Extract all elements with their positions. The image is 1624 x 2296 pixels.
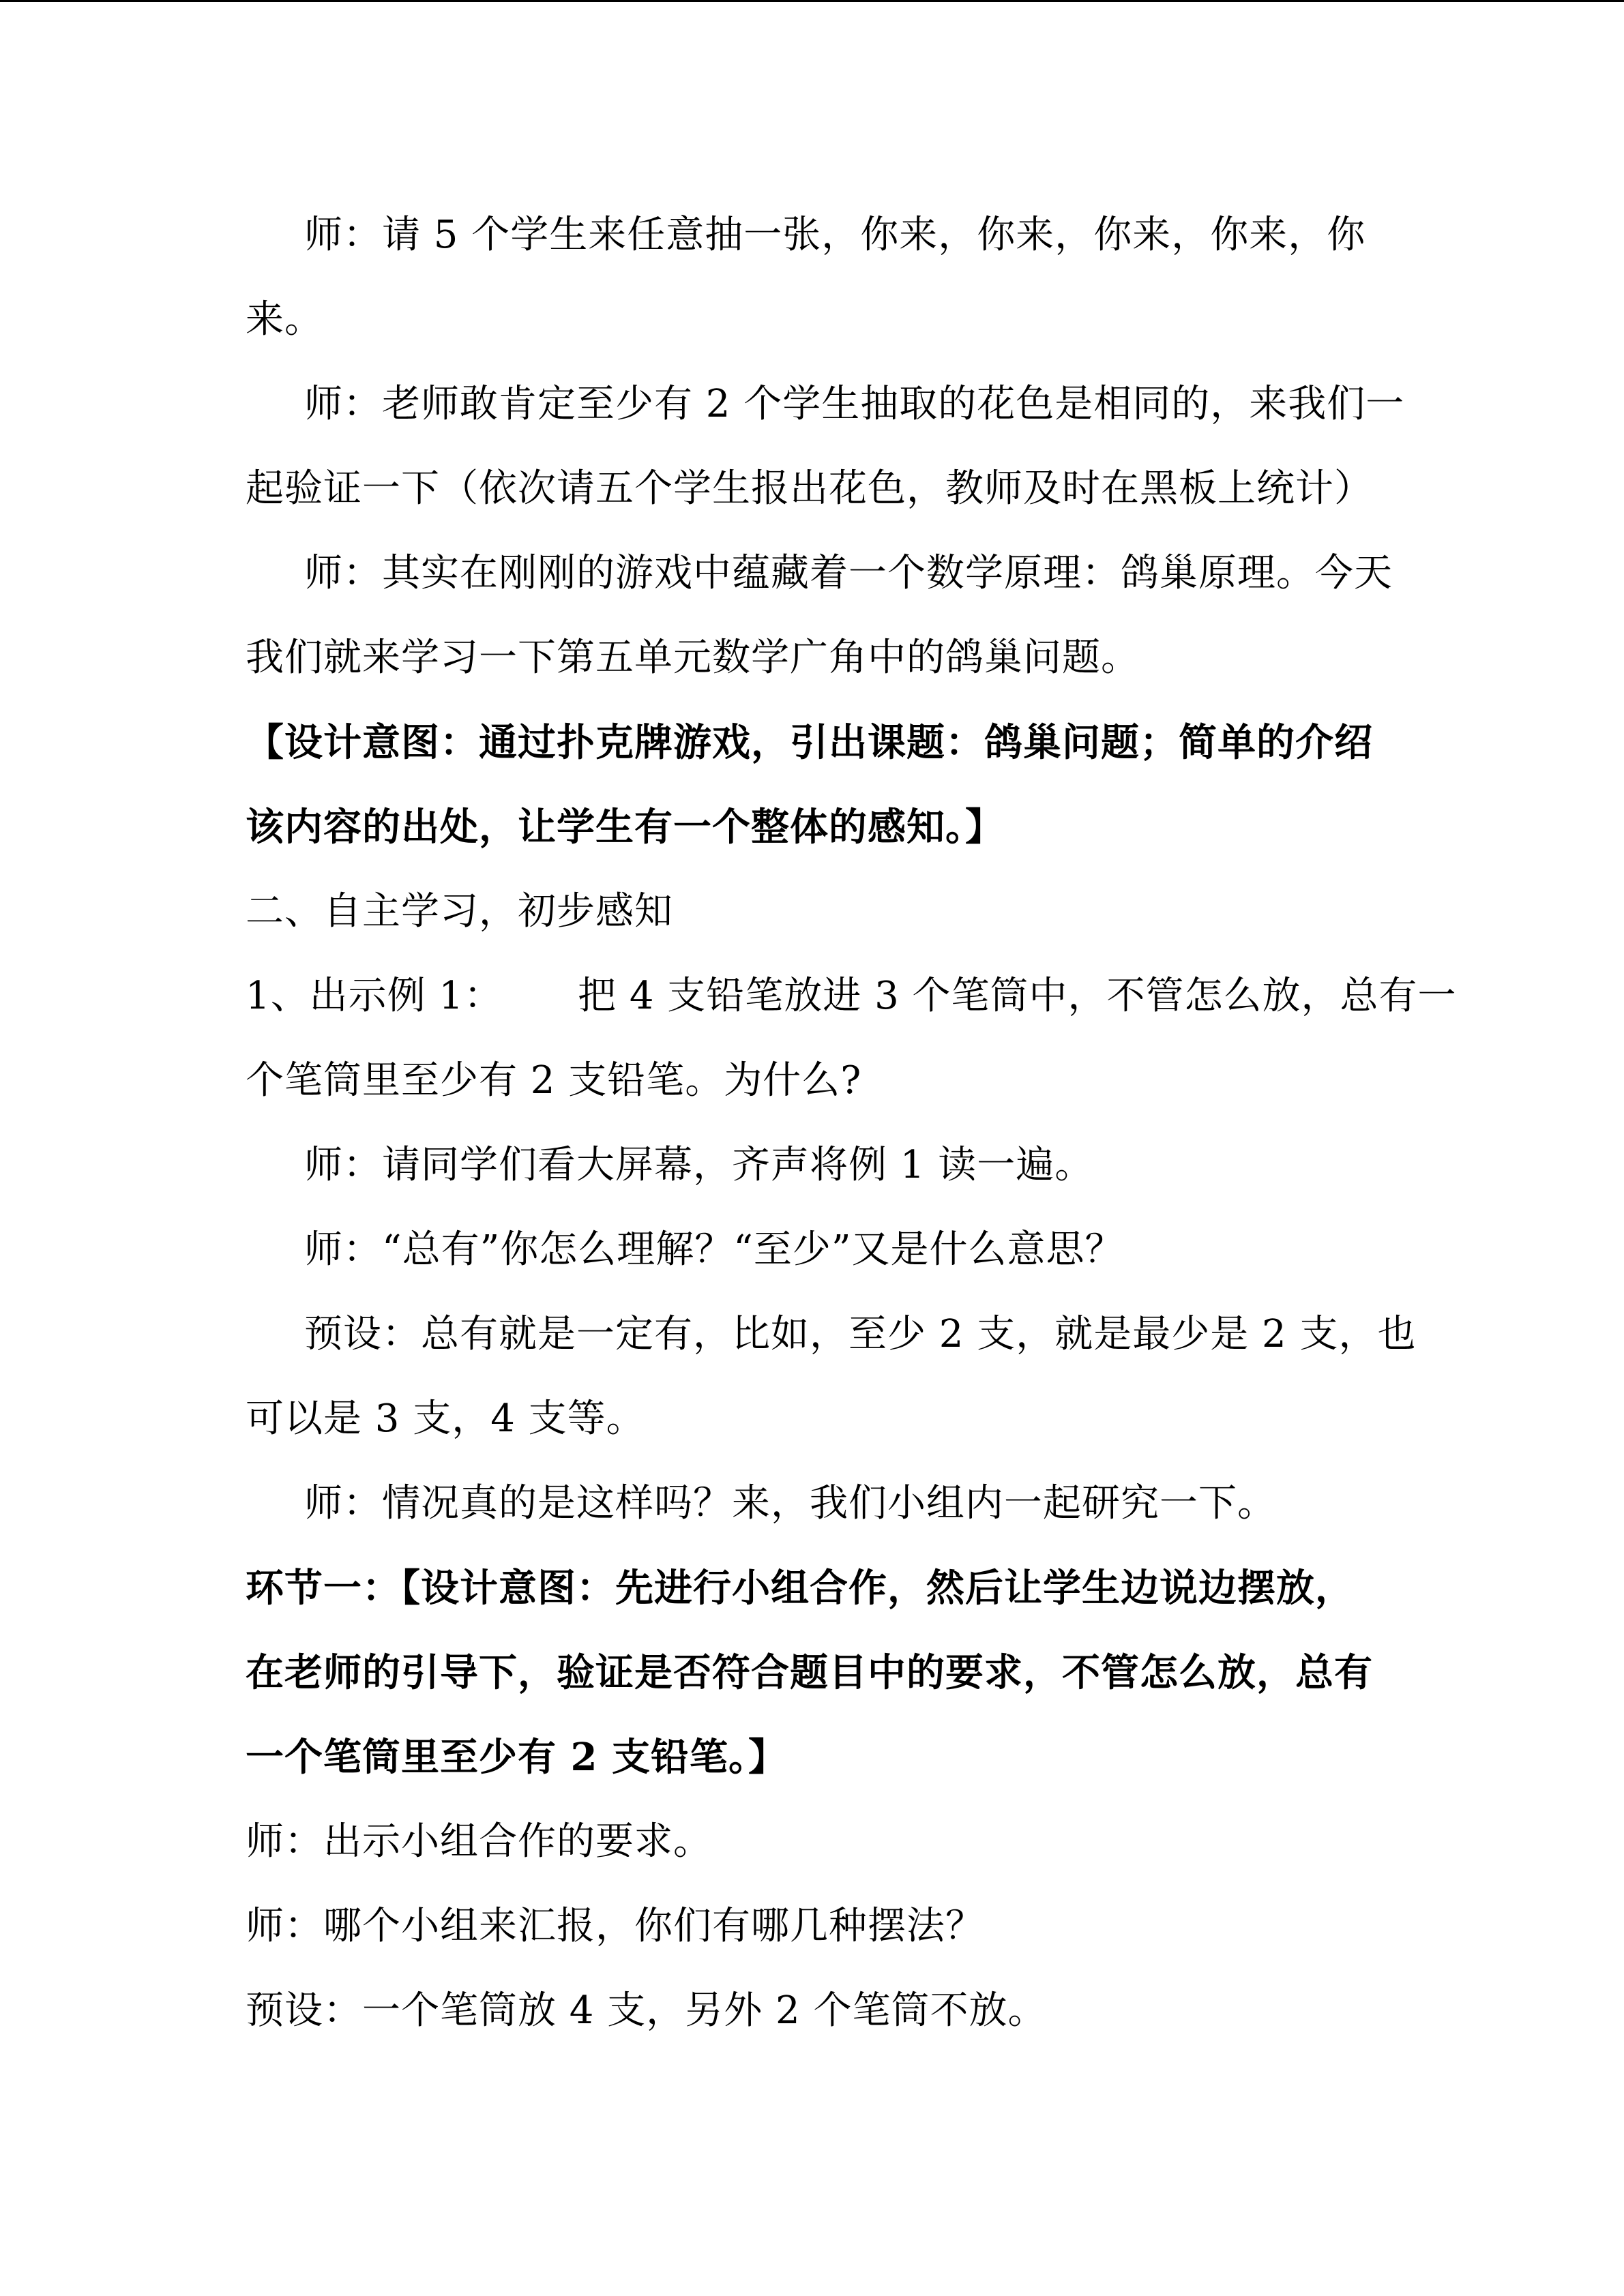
plain-line: 预设：一个笔筒放 4 支，另外 2 个笔筒不放。 xyxy=(246,1988,1047,2033)
document-page xyxy=(246,193,1457,2053)
dialogue-line: 预设：总有就是一定有，比如，至少 2 支，就是最少是 2 支，也 xyxy=(304,1312,1417,1356)
dialogue-line: 可以是 3 支，4 支等。 xyxy=(246,1397,645,1441)
dialogue-line: 师：请同学们看大屏幕，齐声将例 1 读一遍。 xyxy=(304,1143,1094,1187)
top-border-line xyxy=(0,0,1624,2)
dialogue-line: 师：老师敢肯定至少有 2 个学生抽取的花色是相同的，来我们一 xyxy=(304,382,1405,426)
design-intent-line: 【设计意图：通过扑克牌游戏，引出课题：鸽巢问题；简单的介绍 xyxy=(246,720,1373,765)
example-label: 1、出示例 1： xyxy=(246,974,503,1018)
plain-line: 师：出示小组合作的要求。 xyxy=(246,1819,712,1864)
dialogue-line: 师：其实在刚刚的游戏中蕴藏着一个数学原理：鸽巢原理。今天 xyxy=(304,551,1393,595)
example-line xyxy=(246,954,1457,1039)
section-heading: 二、自主学习，初步感知 xyxy=(246,889,673,934)
design-intent-line: 在老师的引导下，验证是否符合题目中的要求，不管怎么放，总有 xyxy=(246,1650,1373,1695)
dialogue-line: 我们就来学习一下第五单元数学广角中的鸽巢问题。 xyxy=(246,636,1140,680)
dialogue-line: 师：请 5 个学生来任意抽一张，你来，你来，你来，你来，你 xyxy=(304,213,1366,257)
dialogue-line: 来。 xyxy=(246,297,323,342)
design-intent-line: 环节一：【设计意图：先进行小组合作，然后让学生边说边摆放， xyxy=(246,1566,1354,1611)
dialogue-line: 起验证一下（依次请五个学生报出花色，教师及时在黑板上统计） xyxy=(246,466,1373,511)
design-intent-line: 该内容的出处，让学生有一个整体的感知。】 xyxy=(246,805,1004,850)
plain-line: 师：哪个小组来汇报，你们有哪几种摆法？ xyxy=(246,1904,984,1948)
design-intent-line: 一个笔筒里至少有 2 支铅笔。】 xyxy=(246,1735,787,1780)
dialogue-line: 师：“总有”你怎么理解？“至少”又是什么意思？ xyxy=(304,1227,1124,1272)
example-line: 个笔筒里至少有 2 支铅笔。为什么? xyxy=(246,1058,862,1103)
example-text: 把 4 支铅笔放进 3 个笔筒中，不管怎么放，总有一 xyxy=(578,974,1457,1018)
dialogue-line: 师：情况真的是这样吗？来，我们小组内一起研究一下。 xyxy=(304,1481,1276,1525)
